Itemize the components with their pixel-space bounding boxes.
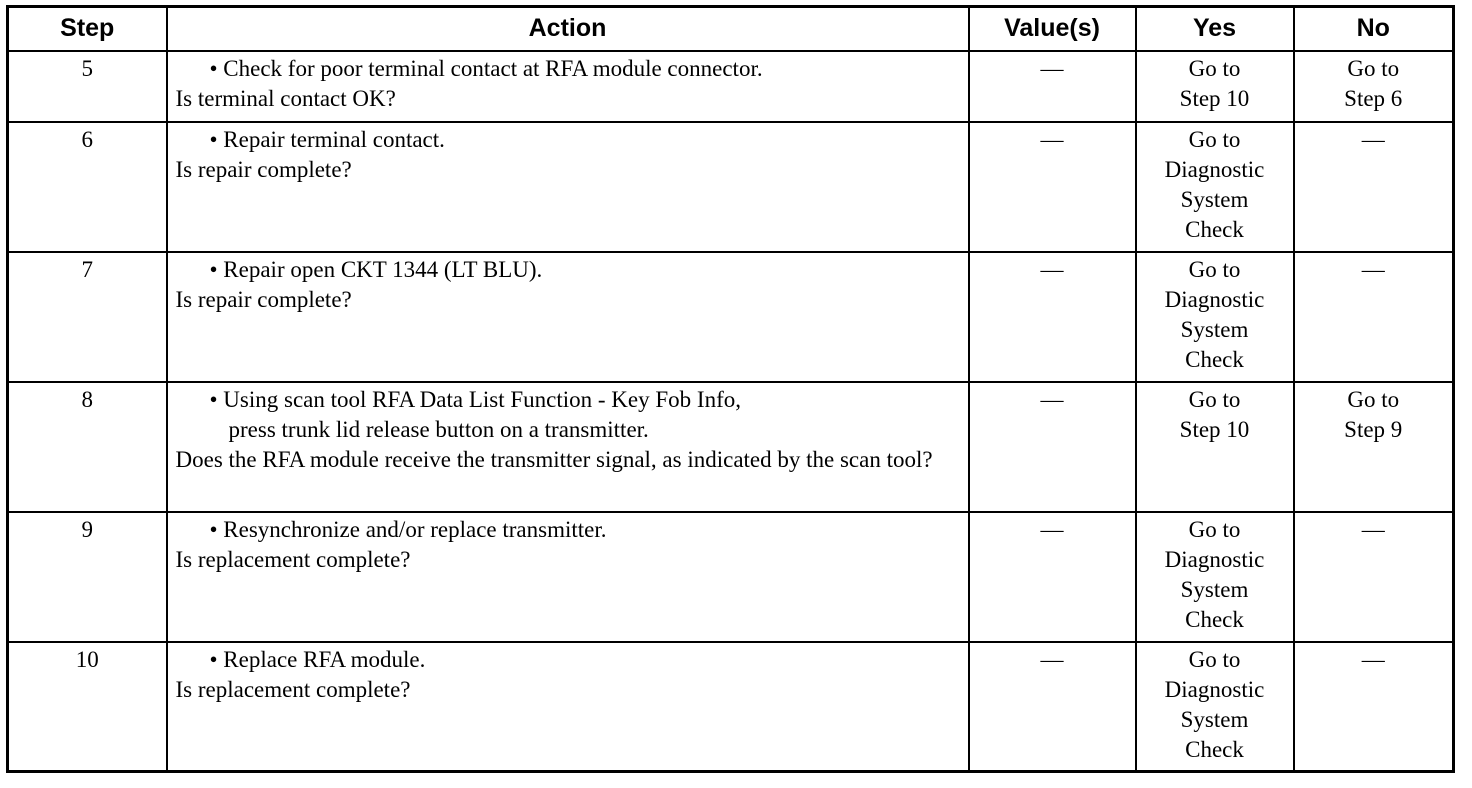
table-row [8, 512, 1454, 642]
yes-line: System [1180, 706, 1249, 732]
no-cell [1294, 642, 1454, 772]
value-cell: — [969, 642, 1136, 772]
step-cell: 10 [8, 642, 167, 772]
yes-line: Go to [1188, 126, 1241, 152]
action-bullet [176, 385, 960, 445]
no-cell [1294, 252, 1454, 382]
action-bullet [176, 515, 960, 545]
table-body [8, 51, 1454, 772]
yes-line: Go to [1188, 516, 1241, 542]
value-cell: — [969, 382, 1136, 512]
yes-line: System [1180, 316, 1249, 342]
action-bullet [176, 255, 960, 285]
table-row [8, 51, 1454, 122]
no-line: Go to [1347, 55, 1400, 81]
step-cell: 9 [8, 512, 167, 642]
action-cell [167, 382, 969, 512]
step-cell: 8 [8, 382, 167, 512]
yes-line: Go to [1188, 256, 1241, 282]
yes-line: Diagnostic [1164, 546, 1265, 572]
no-line: Step 6 [1344, 85, 1403, 111]
yes-line: Step 10 [1179, 85, 1250, 111]
no-line: Go to [1347, 386, 1400, 412]
yes-line: System [1180, 186, 1249, 212]
no-line: Step 9 [1344, 416, 1403, 442]
table-row [8, 252, 1454, 382]
action-bullet [176, 645, 960, 675]
action-cell [167, 512, 969, 642]
action-bullet [176, 54, 960, 84]
action-question: Is terminal contact OK? [175, 85, 396, 111]
action-question: Is replacement complete? [175, 546, 411, 572]
no-line: — [1361, 126, 1385, 152]
yes-line: Check [1185, 216, 1244, 242]
yes-cell [1136, 122, 1294, 252]
table-row [8, 382, 1454, 512]
action-bullet-continued: press trunk lid release button on a transmitter. [228, 416, 649, 442]
action-bullet-text: • Resynchronize and/or replace transmitter. [209, 516, 607, 542]
action-cell [167, 252, 969, 382]
table-header [8, 7, 1454, 51]
no-cell [1294, 122, 1454, 252]
action-bullet-text: • Repair terminal contact. [209, 126, 445, 152]
diagnostic-table [6, 5, 1455, 773]
value-cell: — [969, 252, 1136, 382]
header-row [8, 7, 1454, 51]
header-values: Value(s) [969, 7, 1136, 51]
yes-line: Diagnostic [1164, 286, 1265, 312]
action-bullet [176, 125, 960, 155]
step-cell: 7 [8, 252, 167, 382]
action-bullet-text: • Repair open CKT 1344 (LT BLU). [209, 256, 543, 282]
action-bullet-text: • Check for poor terminal contact at RFA module connector. [209, 55, 763, 81]
action-question: Is repair complete? [175, 156, 352, 182]
action-bullet-text: • Replace RFA module. [209, 646, 426, 672]
yes-line: Step 10 [1179, 416, 1250, 442]
yes-line: Check [1185, 606, 1244, 632]
table-row [8, 642, 1454, 772]
table-row [8, 122, 1454, 252]
yes-cell [1136, 252, 1294, 382]
action-cell [167, 642, 969, 772]
header-no: No [1294, 7, 1454, 51]
yes-cell [1136, 51, 1294, 122]
yes-line: Go to [1188, 646, 1241, 672]
header-step: Step [8, 7, 167, 51]
yes-cell [1136, 512, 1294, 642]
no-cell [1294, 382, 1454, 512]
no-line: — [1361, 516, 1385, 542]
action-cell [167, 122, 969, 252]
yes-line: System [1180, 576, 1249, 602]
yes-line: Check [1185, 346, 1244, 372]
yes-line: Diagnostic [1164, 156, 1265, 182]
yes-line: Diagnostic [1164, 676, 1265, 702]
action-cell [167, 51, 969, 122]
action-question: Is replacement complete? [175, 676, 411, 702]
no-line: — [1361, 646, 1385, 672]
yes-cell [1136, 642, 1294, 772]
value-cell: — [969, 51, 1136, 122]
step-cell: 5 [8, 51, 167, 122]
action-question: Does the RFA module receive the transmitter signal, as indicated by the scan tool? [175, 446, 933, 472]
action-question: Is repair complete? [175, 286, 352, 312]
header-yes: Yes [1136, 7, 1294, 51]
action-bullet-text: • Using scan tool RFA Data List Function - Key Fob Info, [209, 386, 741, 412]
yes-cell [1136, 382, 1294, 512]
yes-line: Go to [1188, 386, 1241, 412]
yes-line: Check [1185, 736, 1244, 762]
step-cell: 6 [8, 122, 167, 252]
header-action: Action [167, 7, 969, 51]
yes-line: Go to [1188, 55, 1241, 81]
no-cell [1294, 512, 1454, 642]
value-cell: — [969, 512, 1136, 642]
no-cell [1294, 51, 1454, 122]
no-line: — [1361, 256, 1385, 282]
value-cell: — [969, 122, 1136, 252]
